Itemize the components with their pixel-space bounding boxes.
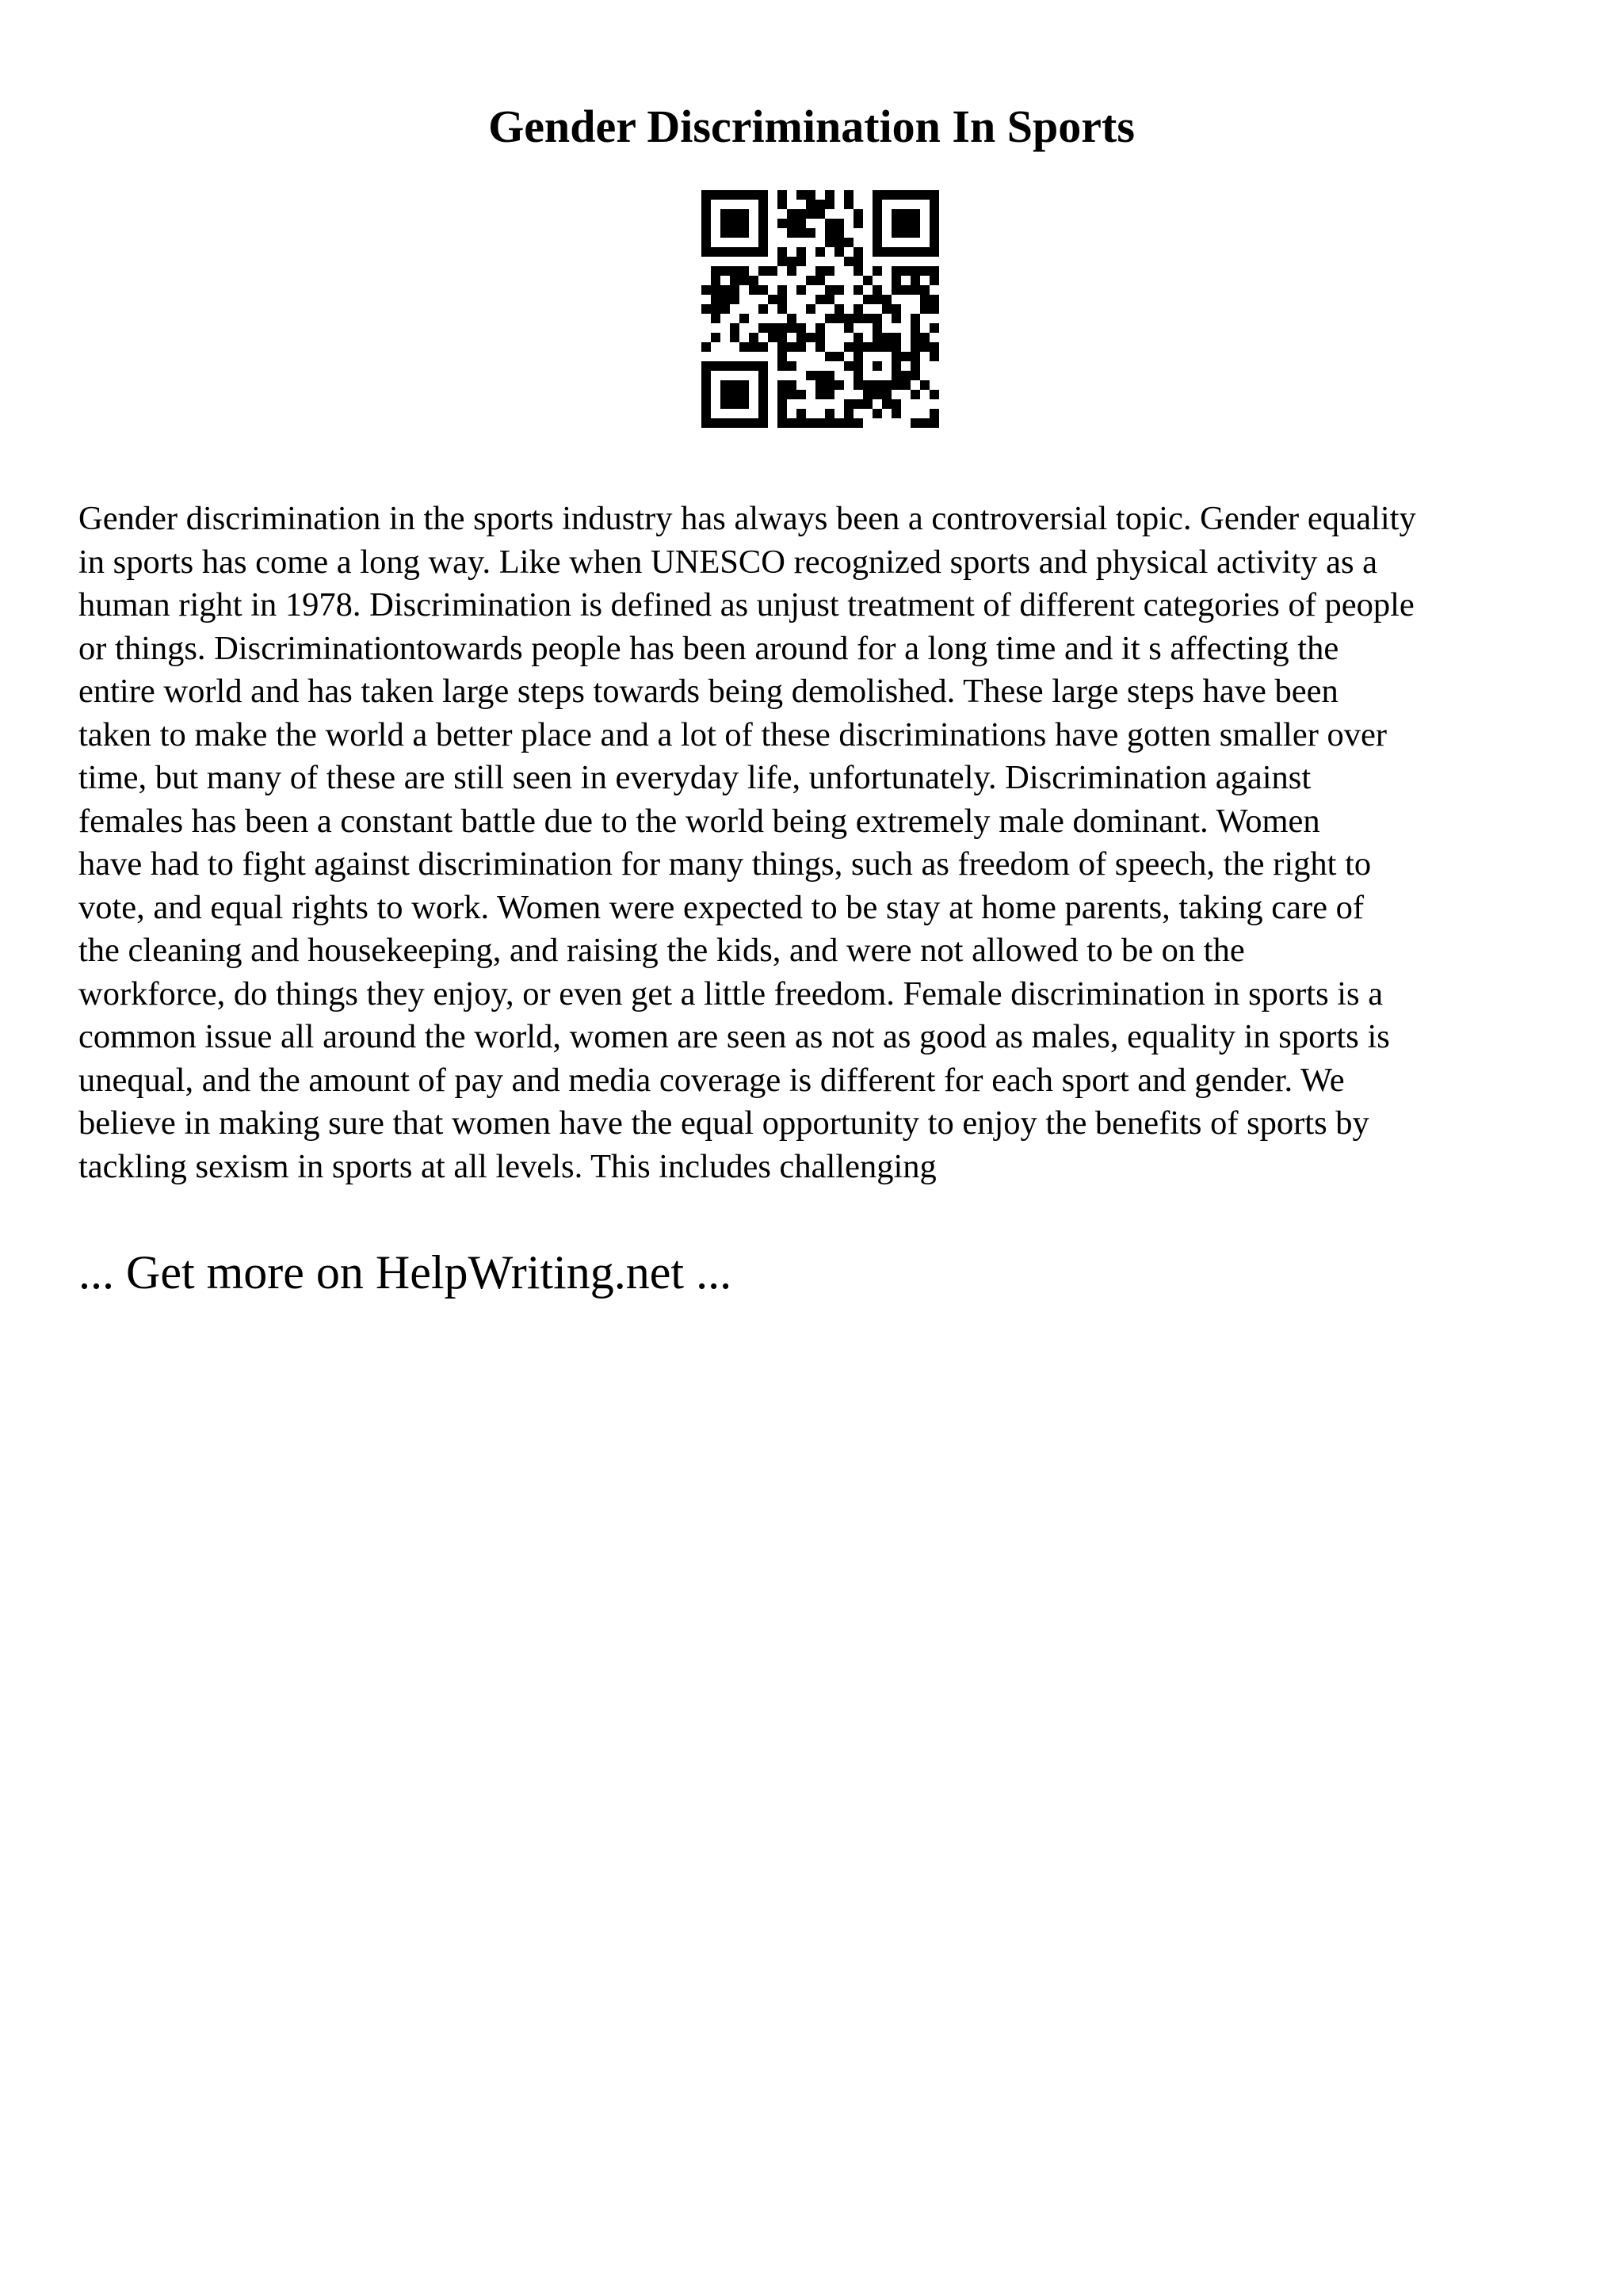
body-line: common issue all around the world, women are seen as not as good as males, equality in sports is (78, 1018, 1390, 1055)
body-line: Gender discrimination in the sports industry has always been a controversial topic. Gender equality (78, 500, 1416, 537)
get-more-link[interactable]: ... Get more on HelpWriting.net ... (78, 1246, 732, 1299)
page-title: Gender Discrimination In Sports (488, 101, 1135, 152)
body-line: or things. Discriminationtowards people has been around for a long time and it s affecting the (78, 629, 1339, 667)
body-line: unequal, and the amount of pay and media coverage is different for each sport and gender. We (78, 1061, 1345, 1099)
body-line: tackling sexism in sports at all levels. This includes challenging (78, 1147, 937, 1185)
body-paragraph (78, 498, 1568, 1188)
qr-code-icon (701, 190, 939, 428)
body-line: believe in making sure that women have the equal opportunity to enjoy the benefits of sports by (78, 1104, 1369, 1142)
body-line: vote, and equal rights to work. Women were expected to be stay at home parents, taking care of (78, 888, 1365, 926)
body-line: in sports has come a long way. Like when UNESCO recognized sports and physical activity as a (78, 543, 1378, 581)
body-line: females has been a constant battle due to the world being extremely male dominant. Women (78, 802, 1320, 840)
body-line: workforce, do things they enjoy, or even get a little freedom. Female discrimination in sports is a (78, 974, 1384, 1013)
body-line: time, but many of these are still seen in everyday life, unfortunately. Discrimination against (78, 759, 1312, 796)
body-line: the cleaning and housekeeping, and raising the kids, and were not allowed to be on the (78, 932, 1245, 969)
body-line: human right in 1978. Discrimination is defined as unjust treatment of different categories of people (78, 586, 1415, 624)
body-line: entire world and has taken large steps towards being demolished. These large steps have been (78, 673, 1338, 710)
body-line: have had to fight against discrimination for many things, such as freedom of speech, the right to (78, 845, 1372, 883)
body-line: taken to make the world a better place and a lot of these discriminations have gotten smaller over (78, 715, 1388, 753)
